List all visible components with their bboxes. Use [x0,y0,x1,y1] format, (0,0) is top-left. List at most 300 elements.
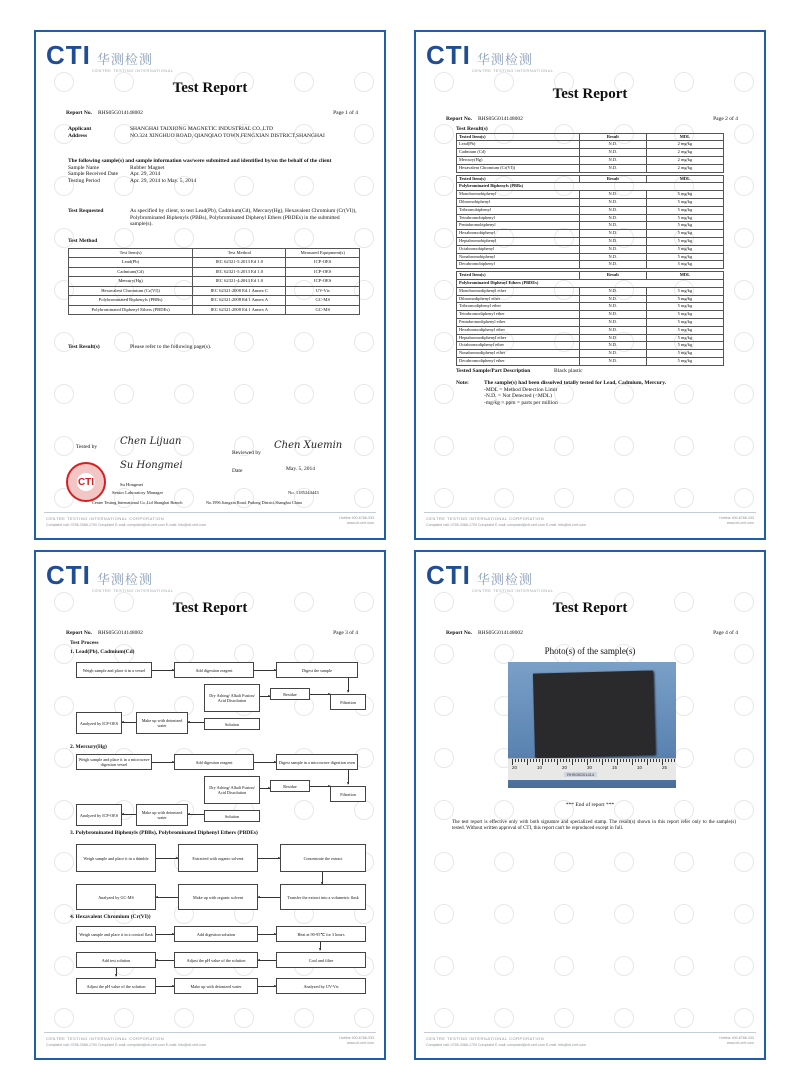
result-cell: Octabromobiphenyl [457,245,580,253]
flow-box: Add digestion reagent [174,662,254,678]
watermark-circle [294,1008,314,1028]
watermark-circle [354,644,374,664]
logo-cn-text: 华测检测 [476,53,533,68]
result-cell: Decabromodiphenyl ether [457,357,580,365]
received-label: Sample Received Date [68,171,119,178]
watermark-circle [674,488,694,508]
footer-web: www.cti-cert.com [346,521,374,525]
ruler-tick [578,759,579,762]
result-header-cell: Result [579,175,646,183]
method-cell: IEC 62321:2008 Ed.1 Annex A [193,296,286,306]
flow-box: Add digestion reagent [174,754,254,770]
footer-hotline [339,516,374,526]
result-group-row [457,183,724,191]
hotline-label: Hotline [339,1036,351,1040]
approver-signature: Su Hongmei [120,460,183,471]
end-of-report: *** End of report *** [565,802,615,808]
page-number: Page 2 of 4 [713,116,738,122]
method-cell: Mercury(Hg) [69,277,193,287]
cti-stamp-seal [66,462,106,502]
cti-logo [46,40,153,71]
result-cell: Tribromobiphenyl [457,206,580,214]
method-cell: UV-Vis [286,286,360,296]
report-no-label: Report No. [66,630,92,636]
ruler-tick [665,759,666,762]
address-label: Address [68,132,88,139]
result-row [457,303,724,311]
ruler-tick [548,759,549,762]
watermark-circle [294,644,314,664]
ruler-tick [635,759,636,762]
flow-box: Extracted with organic solvent [178,844,258,872]
method-row [69,305,360,315]
result-cell: 5 mg/kg [646,206,723,214]
flow-box: Analyzed by UV-Vis [276,978,366,994]
page-title: Test Report [552,86,628,102]
report-page-4 [414,550,766,1060]
flow-box: Dry Ashing/ Alkali Fusion/ Acid Dissolution [204,684,260,712]
ruler-tick [641,759,642,762]
flow-box: Add test solution [76,952,156,968]
result-cell: Octabromodiphenyl ether [457,342,580,350]
flow-arrow [156,858,178,859]
watermark-circle [434,956,454,976]
result-row [457,326,724,334]
sample-block [68,158,360,184]
process-heading: Test Process [70,640,99,646]
ruler-tick [650,759,651,762]
flow-arrow [116,968,117,976]
flow-arrow [156,986,174,987]
flow-box: Weigh sample and place it in a vessel [76,662,152,678]
watermark-circle [494,488,514,508]
result-cell: 5 mg/kg [646,334,723,342]
note-label: Note: [456,380,469,387]
section-hexavalent-chromium: 4. Hexavalent Chromium (Cr(VI)) [70,914,151,920]
method-cell: Polybrominated Biphenyls (PBBs) [69,296,193,306]
result-header-row [457,133,724,141]
result-cell: 5 mg/kg [646,261,723,269]
watermark-circle [234,644,254,664]
watermark-circle [674,1008,694,1028]
report-number-row [66,110,358,116]
method-block [68,238,360,315]
ruler-number: 20 [562,765,568,770]
ruler-tick [536,759,537,762]
hotline-number: 400-6788-333 [351,516,374,520]
ruler-tick [611,759,612,762]
watermark-circle [354,1008,374,1028]
footer-org: CENTRE TESTING INTERNATIONAL CORPORATION [426,1036,545,1041]
photo-caption: Photo(s) of the sample(s) [544,646,636,656]
result-cell: N.D. [579,222,646,230]
flow-box: Weigh sample and place it in a conical flask [76,926,156,942]
footer-hotline [719,1036,754,1046]
result-cell: 5 mg/kg [646,318,723,326]
result-cell: N.D. [579,311,646,319]
result-cell: 5 mg/kg [646,198,723,206]
watermark-circle [734,176,754,196]
result-row [457,164,724,172]
result-row [457,350,724,358]
ruler-tick [557,759,558,765]
method-header-cell: Measured Equipment(s) [286,248,360,258]
result-header-cell: Result [579,133,646,141]
section-mercury: 2. Mercury(Hg) [70,744,107,750]
method-heading: Test Method [68,238,98,244]
result-cell: N.D. [579,206,646,214]
result-header-cell: Tested Item(s) [457,133,580,141]
ruler-tick [671,759,672,762]
ruler-label: RHS05G01414 [564,772,597,777]
report-no: RHS05G014148002 [477,116,523,122]
note-line: The sample(s) had been dissolved totally tested for Lead, Cadmium, Mercury. [484,380,667,387]
ruler-tick [629,759,630,762]
hotline-number: 400-6788-333 [731,1036,754,1040]
result-header-cell: Result [579,272,646,280]
flow-box: Concentrate the extract [280,844,366,872]
date-label: Date [232,468,243,474]
watermark-circle [674,748,694,768]
footer-hotline [719,516,754,526]
result-cell: N.D. [579,261,646,269]
watermark-circle [494,436,514,456]
report-page-3 [34,550,386,1060]
watermark-circle [54,1008,74,1028]
watermark-circle [354,800,374,820]
flow-box: Make up with organic solvent [178,884,258,910]
flow-box: Heat at 90-95℃ for 3 hours [276,926,366,942]
result-header-cell: MDL [646,175,723,183]
watermark-circle [494,956,514,976]
result-cell: Decabromobiphenyl [457,261,580,269]
watermark-circle [554,956,574,976]
page-footer [424,512,756,534]
watermark-circle [734,748,754,768]
flow-box: Solution [204,718,260,730]
tested-by-signature: Chen Lijuan [120,436,182,447]
result-cell: 5 mg/kg [646,191,723,199]
ruler-tick [593,759,594,762]
logo-cti-text: CTI [426,40,471,70]
part-label: Tested Sample/Part Description [456,367,531,374]
section-lead-cadmium: 1. Lead(Pb), Cadmium(Cd) [70,649,135,655]
watermark-circle [734,384,754,404]
company-line: Centre Testing International Co.,Ltd Shanghai Branch [92,500,183,505]
method-cell: Hexavalent Chromium (Cr(VI)) [69,286,193,296]
ruler-number: 10 [637,765,643,770]
flow-arrow [156,960,174,961]
watermark-circle [234,384,254,404]
footer-org: CENTRE TESTING INTERNATIONAL CORPORATION [46,516,165,521]
result-group-row [457,279,724,287]
result-cell: 5 mg/kg [646,303,723,311]
page-number: Page 4 of 4 [713,630,738,636]
result-cell: N.D. [579,149,646,157]
result-cell: N.D. [579,164,646,172]
result-cell: 5 mg/kg [646,230,723,238]
result-cell: N.D. [579,198,646,206]
result-row [457,222,724,230]
ruler-tick [596,759,597,762]
watermark-circle [434,488,454,508]
method-cell: IEC 62321-5:2013 Ed 1.0 [193,258,286,268]
note-line: -MDL = Method Detection Limit [484,386,558,393]
result-cell: Dibromodiphenyl ether [457,295,580,303]
watermark-circle [614,1008,634,1028]
result-cell: 2 mg/kg [646,141,723,149]
watermark-circle [354,384,374,404]
watermark-circle [54,436,74,456]
watermark-circle [674,852,694,872]
result-row [457,287,724,295]
method-table [68,248,360,316]
method-row [69,277,360,287]
result-cell: Lead(Pb) [457,141,580,149]
watermark-circle [614,852,634,872]
watermark-circle [734,436,754,456]
method-cell: IEC 62321:2008 Ed.1 Annex A [193,305,286,315]
flow-box: Filtration [330,694,366,710]
flow-box: Make up with deionized water [174,978,258,994]
footer-org: CENTRE TESTING INTERNATIONAL CORPORATION [46,1036,165,1041]
result-header-row [457,272,724,280]
result-cell: Mercury(Hg) [457,156,580,164]
rubber-magnet-sample [533,670,655,757]
watermark-circle [434,904,454,924]
watermark-circle [434,280,454,300]
ruler-tick [656,759,657,762]
result-cell: Hexavalent Chromium (Cr(VI)) [457,164,580,172]
result-cell: Pentabromodiphenyl ether [457,318,580,326]
result-cell: Tetrabromobiphenyl [457,214,580,222]
flow-box: Cool and filter [276,952,366,968]
result-block [68,344,360,351]
watermark-circle [434,384,454,404]
result-cell: 5 mg/kg [646,245,723,253]
sample-name-label: Sample Name [68,164,100,171]
report-no-label: Report No. [446,630,472,636]
flow-box: Make up with deionized water [136,804,188,826]
result-cell: Tribromodiphenyl ether [457,303,580,311]
result-cell: N.D. [579,295,646,303]
page-footer [424,1032,756,1054]
watermark-circle [734,332,754,352]
results-heading: Test Result(s) [456,126,488,132]
watermark-circle [234,1008,254,1028]
sample-intro: The following sample(s) and sample information was/were submitted and identified by/on the behalf of the client [68,158,332,164]
flow-box: Weigh sample and place it in a thimble [76,844,156,872]
result-cell: N.D. [579,156,646,164]
cti-logo [426,560,533,591]
watermark-circle [54,696,74,716]
watermark-circle [54,748,74,768]
logo-subtitle: CENTRE TESTING INTERNATIONAL [472,68,554,73]
result-cell: Heptabromobiphenyl [457,237,580,245]
result-cell: 2 mg/kg [646,164,723,172]
watermark-circle [494,904,514,924]
result-row [457,230,724,238]
watermark-circle [734,904,754,924]
report-no: RHS05G014148002 [477,630,523,636]
watermark-circle [614,436,634,456]
result-header-cell: MDL [646,133,723,141]
report-no: RHS05G014148002 [97,630,143,636]
report-page-2 [414,30,766,540]
method-cell: Lead(Pb) [69,258,193,268]
result-cell: N.D. [579,350,646,358]
watermark-circle [674,436,694,456]
ruler-tick [560,759,561,762]
pbde-table [456,271,724,366]
footer-org: CENTRE TESTING INTERNATIONAL CORPORATION [426,516,545,521]
page-number: Page 1 of 4 [333,110,358,116]
footer-hotline [339,1036,374,1046]
watermark-circle [614,488,634,508]
flow-arrow [188,814,204,815]
method-cell: Polybrominated Diphenyl Ethers (PBDEs) [69,305,193,315]
flow-arrow [260,788,270,789]
flow-arrow [152,670,174,671]
watermark-circle [554,488,574,508]
flow-box: Digest the sample [276,662,358,678]
flow-arrow [260,696,270,697]
page-number: Page 3 of 4 [333,630,358,636]
result-row [457,261,724,269]
flow-arrow [348,678,349,692]
hotline-label: Hotline [719,1036,731,1040]
ruler-tick [524,759,525,762]
ruler-number: 25 [662,765,668,770]
ruler-tick [668,759,669,762]
result-cell: N.D. [579,214,646,222]
logo-cn-text: 华测检测 [96,573,153,588]
result-row [457,318,724,326]
method-row [69,258,360,268]
watermark-circle [54,852,74,872]
ruler-number: 30 [587,765,593,770]
result-row [457,295,724,303]
watermark-circle [174,384,194,404]
result-row [457,198,724,206]
flow-arrow [310,786,330,787]
watermark-circle [614,956,634,976]
reviewed-by-label: Reviewed by [232,450,261,456]
report-number-row [446,630,738,636]
flow-box: Weigh sample and place it in a microwave digestion vessel [76,754,152,770]
result-cell: 5 mg/kg [646,237,723,245]
flow-box: Solution [204,810,260,822]
ruler-number: 20 [512,765,518,770]
ruler-tick [632,759,633,765]
watermark-circle [734,956,754,976]
ruler-tick [569,759,570,762]
result-row [457,214,724,222]
result-cell: Dibromobiphenyl [457,198,580,206]
method-row [69,267,360,277]
ruler-number: 10 [537,765,543,770]
flow-arrow [254,670,276,671]
watermark-circle [434,696,454,716]
result-cell: N.D. [579,357,646,365]
watermark-circle [734,696,754,716]
company-address: No.1996 Jiangxin Road, Pudong District,Shanghai China [206,500,302,505]
ruler-tick [554,759,555,762]
flow-arrow [152,762,174,763]
ruler-tick [575,759,576,762]
method-row [69,296,360,306]
watermark-circle [174,644,194,664]
result-header-cell: Tested Item(s) [457,272,580,280]
ruler-tick [572,759,573,765]
note-line: -mg/kg = ppm = parts per million [484,400,558,407]
ruler-tick [626,759,627,762]
result-cell: 5 mg/kg [646,253,723,261]
result-cell: Monobromodiphenyl ether [457,287,580,295]
result-cell: 2 mg/kg [646,156,723,164]
ruler-tick [674,759,675,762]
result-cell: N.D. [579,230,646,238]
flow-arrow [156,934,174,935]
result-cell: N.D. [579,342,646,350]
flow-box: Analyzed by GC-MS [76,884,156,910]
watermark-circle [54,800,74,820]
applicant-value: SHANGHAI TAIXIONG MAGNETIC INDUSTRIAL CO.,LTD [130,126,273,132]
method-cell: IEC 62321-4:2013 Ed 1.0 [193,277,286,287]
metals-table [456,133,724,173]
hotline-number: 400-6788-333 [351,1036,374,1040]
ruler-tick [533,759,534,762]
ruler-tick [590,759,591,762]
watermark-circle [174,1008,194,1028]
ruler-tick [602,759,603,765]
footer-contact: Complaint call: 0755-3368-1700 Complaint E-mail: complaint@cti-cert.com E-mail: info@cti-cert.com [46,1043,207,1047]
result-cell: 5 mg/kg [646,311,723,319]
flow-box: Adjust the pH value of the solution [76,978,156,994]
method-header-cell: Test Method [193,248,286,258]
watermark-circle [114,384,134,404]
method-cell: IEC 62321:2008 Ed.1 Annex C [193,286,286,296]
result-row [457,334,724,342]
applicant-label: Applicant [68,126,92,132]
date-value: May. 5, 2014 [286,466,315,472]
sample-photo [508,662,676,788]
ruler-tick [530,759,531,762]
footer-web: www.cti-cert.com [726,1041,754,1045]
result-cell: Tetrabromodiphenyl ether [457,311,580,319]
result-cell: 5 mg/kg [646,287,723,295]
watermark-circle [434,332,454,352]
logo-cn-text: 华测检测 [96,53,153,68]
hotline-label: Hotline [339,516,351,520]
ruler-tick [518,759,519,762]
logo-cti-text: CTI [426,560,471,590]
watermark-circle [434,436,454,456]
result-cell: N.D. [579,303,646,311]
watermark-circle [734,1008,754,1028]
watermark-circle [554,852,574,872]
result-cell: 2 mg/kg [646,149,723,157]
ruler-tick [521,759,522,762]
report-no-label: Report No. [66,110,92,116]
logo-subtitle: CENTRE TESTING INTERNATIONAL [472,588,554,593]
disclaimer: The test report is effective only with both signature and specialized stamp. The result(s) shown in this report refer only to the sample(s) tested. Without written approval of CTI, this report can't be reproduced except in full. [452,820,736,832]
flow-box: Analyzed by ICP-OES [76,804,122,826]
report-no: RHS05G014148002 [97,110,143,116]
ruler-tick [566,759,567,762]
sample-name-value: Rubber Magnet [130,164,165,171]
requested-block [68,208,360,228]
